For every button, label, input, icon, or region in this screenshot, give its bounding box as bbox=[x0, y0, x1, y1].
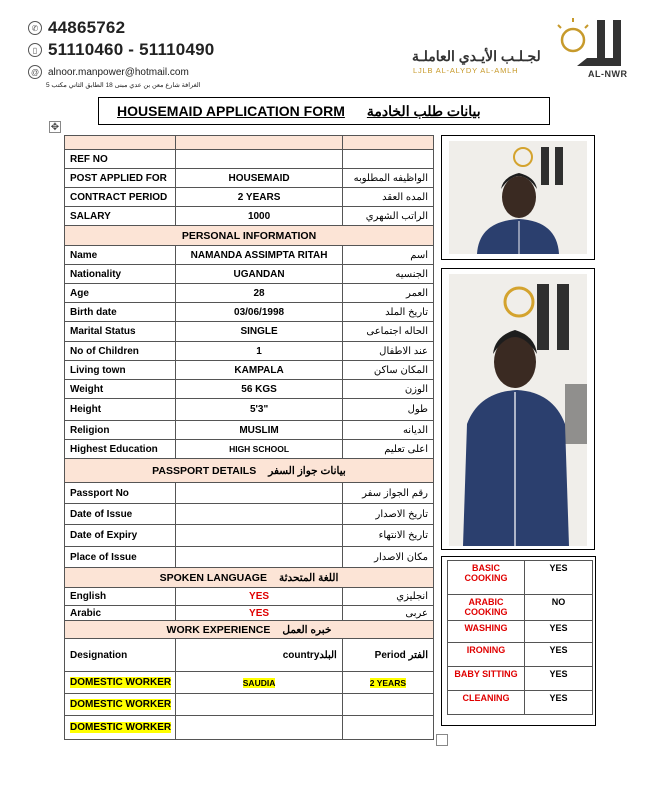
section-title: PERSONAL INFORMATION bbox=[65, 226, 434, 246]
field-value[interactable]: HOUSEMAID bbox=[176, 169, 342, 188]
field-value[interactable] bbox=[176, 525, 342, 547]
skill-value[interactable]: YES bbox=[525, 667, 593, 691]
form-title-arabic: بيانات طلب الخادمة bbox=[366, 102, 481, 119]
field-label: CONTRACT PERIOD bbox=[65, 188, 176, 207]
table-row bbox=[65, 380, 434, 399]
field-label-arabic: الواظيفه المطلوبه bbox=[342, 169, 433, 188]
field-label: Age bbox=[65, 284, 176, 303]
field-value[interactable]: YES bbox=[176, 588, 342, 606]
table-row bbox=[65, 440, 434, 459]
field-label-arabic: اعلى تعليم bbox=[342, 440, 433, 459]
field-value[interactable]: 1 bbox=[176, 342, 342, 361]
field-label-arabic: الوزن bbox=[342, 380, 433, 399]
language-header-ar: اللغة المتحدثة bbox=[278, 571, 339, 584]
field-label: Weight bbox=[65, 380, 176, 399]
field-label: SALARY bbox=[65, 207, 176, 226]
logo-english-text: LJLB AL-ALYDY AL-AMLH bbox=[413, 66, 519, 75]
work-country[interactable] bbox=[176, 716, 342, 740]
table-row bbox=[65, 606, 434, 621]
form-title-box bbox=[98, 97, 550, 125]
work-period[interactable] bbox=[342, 694, 433, 716]
field-label-arabic: الراتب الشهري bbox=[342, 207, 433, 226]
logo-arabic-text: لجـلـب الأيـدي العاملـة bbox=[412, 48, 541, 64]
field-label-arabic: الحاله اجتماعى bbox=[342, 322, 433, 342]
field-label-arabic: الجنسيه bbox=[342, 265, 433, 284]
field-label: Date of Issue bbox=[65, 504, 176, 525]
field-label: Birth date bbox=[65, 303, 176, 322]
passport-header-ar: بيانات جواز السفر bbox=[268, 464, 346, 477]
field-label: Height bbox=[65, 399, 176, 421]
field-value[interactable]: 1000 bbox=[176, 207, 342, 226]
table-row bbox=[65, 284, 434, 303]
table-row bbox=[65, 361, 434, 380]
field-value[interactable]: 2 YEARS bbox=[176, 188, 342, 207]
field-label: No of Children bbox=[65, 342, 176, 361]
table-row bbox=[65, 421, 434, 440]
table-row bbox=[65, 342, 434, 361]
field-value[interactable]: SINGLE bbox=[176, 322, 342, 342]
skill-value[interactable]: YES bbox=[525, 691, 593, 715]
skill-name: BASIC COOKING bbox=[448, 561, 525, 595]
skill-value[interactable]: YES bbox=[525, 561, 593, 595]
field-label: Religion bbox=[65, 421, 176, 440]
field-label: POST APPLIED FOR bbox=[65, 169, 176, 188]
mobile-icon: ▯ bbox=[28, 43, 42, 57]
work-period[interactable] bbox=[342, 716, 433, 740]
table-row bbox=[65, 246, 434, 265]
passport-header bbox=[65, 459, 434, 483]
table-row bbox=[65, 188, 434, 207]
column-period-en: Period bbox=[374, 649, 406, 661]
skill-name: WASHING bbox=[448, 621, 525, 643]
table-row bbox=[65, 399, 434, 421]
field-label-arabic: انجليزي bbox=[342, 588, 433, 606]
field-label: REF NO bbox=[65, 150, 176, 169]
field-label-arabic: رقم الجواز سفر bbox=[342, 483, 433, 504]
phone-secondary-row bbox=[28, 40, 214, 60]
skill-value[interactable]: YES bbox=[525, 621, 593, 643]
skill-name: ARABIC COOKING bbox=[448, 595, 525, 621]
phone-icon: ✆ bbox=[28, 21, 42, 35]
field-label: Marital Status bbox=[65, 322, 176, 342]
field-label-arabic: مكان الاصدار bbox=[342, 547, 433, 568]
candidate-full-photo bbox=[449, 274, 587, 546]
work-designation[interactable] bbox=[65, 716, 176, 740]
logo-brand-text: AL-NWR bbox=[588, 69, 628, 79]
table-row bbox=[65, 547, 434, 568]
phone-main: 44865762 bbox=[48, 18, 126, 37]
table-row bbox=[65, 504, 434, 525]
work-header-en: WORK EXPERIENCE bbox=[166, 623, 271, 636]
field-label-arabic: اسم bbox=[342, 246, 433, 265]
field-value[interactable]: 56 KGS bbox=[176, 380, 342, 399]
field-label-arabic: المكان ساكن bbox=[342, 361, 433, 380]
section-title bbox=[65, 568, 434, 588]
column-period bbox=[342, 639, 433, 672]
field-label-arabic: عربى bbox=[342, 606, 433, 621]
address-text: الغرافة شارع معن بن عدي مبنى 18 الطابق الثاني مكتب 5 bbox=[46, 82, 201, 89]
email-row bbox=[28, 65, 189, 79]
field-value[interactable]: HIGH SCHOOL bbox=[176, 440, 342, 459]
table-row bbox=[65, 150, 434, 169]
field-value[interactable]: UGANDAN bbox=[176, 265, 342, 284]
field-label: Date of Expiry bbox=[65, 525, 176, 547]
work-columns-row bbox=[65, 639, 434, 672]
portrait-illustration bbox=[449, 141, 587, 254]
field-label-arabic: تاريخ الملد bbox=[342, 303, 433, 322]
phone-main-row bbox=[28, 18, 125, 38]
email-icon: @ bbox=[28, 65, 42, 79]
skill-name: IRONING bbox=[448, 643, 525, 667]
table-row bbox=[65, 672, 434, 694]
top-section-row bbox=[65, 136, 434, 150]
work-country[interactable] bbox=[176, 672, 342, 694]
field-label: Place of Issue bbox=[65, 547, 176, 568]
field-label: English bbox=[65, 588, 176, 606]
work-country[interactable] bbox=[176, 694, 342, 716]
work-designation[interactable] bbox=[65, 672, 176, 694]
language-header bbox=[65, 568, 434, 588]
skill-name: BABY SITTING bbox=[448, 667, 525, 691]
skill-row bbox=[448, 667, 593, 691]
passport-header-en: PASSPORT DETAILS bbox=[152, 464, 257, 477]
table-row bbox=[65, 169, 434, 188]
column-designation: Designation bbox=[65, 639, 176, 672]
skill-row bbox=[448, 643, 593, 667]
field-label-arabic: عند الاطفال bbox=[342, 342, 433, 361]
table-row bbox=[65, 525, 434, 547]
field-value[interactable]: MUSLIM bbox=[176, 421, 342, 440]
skill-name: CLEANING bbox=[448, 691, 525, 715]
table-move-handle-icon[interactable]: ✥ bbox=[50, 122, 60, 133]
field-label-arabic: تاريخ الاصدار bbox=[342, 504, 433, 525]
field-label-arabic: المده العقد bbox=[342, 188, 433, 207]
table-row bbox=[65, 716, 434, 740]
section-title bbox=[65, 621, 434, 639]
field-value[interactable]: 03/06/1998 bbox=[176, 303, 342, 322]
field-value[interactable]: YES bbox=[176, 606, 342, 621]
photo-frame-portrait bbox=[441, 135, 595, 260]
field-label-arabic: العمر bbox=[342, 284, 433, 303]
skill-value[interactable]: YES bbox=[525, 643, 593, 667]
work-designation[interactable] bbox=[65, 694, 176, 716]
table-row bbox=[65, 265, 434, 284]
field-label-arabic bbox=[342, 150, 433, 169]
application-form-table bbox=[64, 135, 434, 740]
column-country bbox=[176, 639, 342, 672]
field-label: Name bbox=[65, 246, 176, 265]
work-designation-text: DOMESTIC WORKER bbox=[70, 722, 172, 733]
skill-row bbox=[448, 691, 593, 715]
field-label-arabic: تاريخ الانتهاء bbox=[342, 525, 433, 547]
table-row bbox=[65, 322, 434, 342]
field-label-arabic: طول bbox=[342, 399, 433, 421]
skill-row bbox=[448, 561, 593, 595]
table-row bbox=[65, 303, 434, 322]
skill-row bbox=[448, 621, 593, 643]
column-country-en: country bbox=[282, 649, 320, 661]
section-title bbox=[65, 459, 434, 483]
column-period-ar: الفتر bbox=[408, 649, 428, 661]
skill-value[interactable]: NO bbox=[525, 595, 593, 621]
field-label: Living town bbox=[65, 361, 176, 380]
field-value[interactable]: 28 bbox=[176, 284, 342, 303]
work-header bbox=[65, 621, 434, 639]
personal-info-header bbox=[65, 226, 434, 246]
skill-row bbox=[448, 595, 593, 621]
field-value[interactable]: NAMANDA ASSIMPTA RITAH bbox=[176, 246, 342, 265]
photo-frame-full bbox=[441, 268, 595, 550]
field-value[interactable] bbox=[176, 150, 342, 169]
work-designation-text: DOMESTIC WORKER bbox=[70, 699, 172, 710]
field-value[interactable] bbox=[176, 483, 342, 504]
work-designation-text: DOMESTIC WORKER bbox=[70, 677, 172, 688]
field-label: Passport No bbox=[65, 483, 176, 504]
phone-secondary: 51110460 - 51110490 bbox=[48, 40, 215, 59]
skills-table bbox=[447, 560, 593, 715]
email-text: alnoor.manpower@hotmail.com bbox=[48, 66, 189, 78]
work-period[interactable] bbox=[342, 672, 433, 694]
field-value[interactable] bbox=[176, 547, 342, 568]
field-value[interactable]: KAMPALA bbox=[176, 361, 342, 380]
field-label-arabic: الديانه bbox=[342, 421, 433, 440]
work-country-text: SAUDIA bbox=[242, 677, 276, 688]
field-value[interactable]: 5'3" bbox=[176, 399, 342, 421]
full-body-illustration bbox=[449, 274, 587, 546]
table-row bbox=[65, 207, 434, 226]
table-row bbox=[65, 483, 434, 504]
form-title-english: HOUSEMAID APPLICATION FORM bbox=[117, 103, 345, 119]
language-header-en: SPOKEN LANGUAGE bbox=[159, 571, 267, 584]
candidate-portrait-photo bbox=[449, 141, 587, 254]
table-row bbox=[65, 588, 434, 606]
field-value[interactable] bbox=[176, 504, 342, 525]
column-country-ar: البلد bbox=[319, 649, 337, 661]
field-label: Highest Education bbox=[65, 440, 176, 459]
end-of-table-marker bbox=[436, 734, 448, 746]
work-period-text: 2 YEARS bbox=[369, 677, 407, 688]
table-row bbox=[65, 694, 434, 716]
field-label: Arabic bbox=[65, 606, 176, 621]
work-header-ar: خبره العمل bbox=[282, 623, 332, 636]
field-label: Nationality bbox=[65, 265, 176, 284]
